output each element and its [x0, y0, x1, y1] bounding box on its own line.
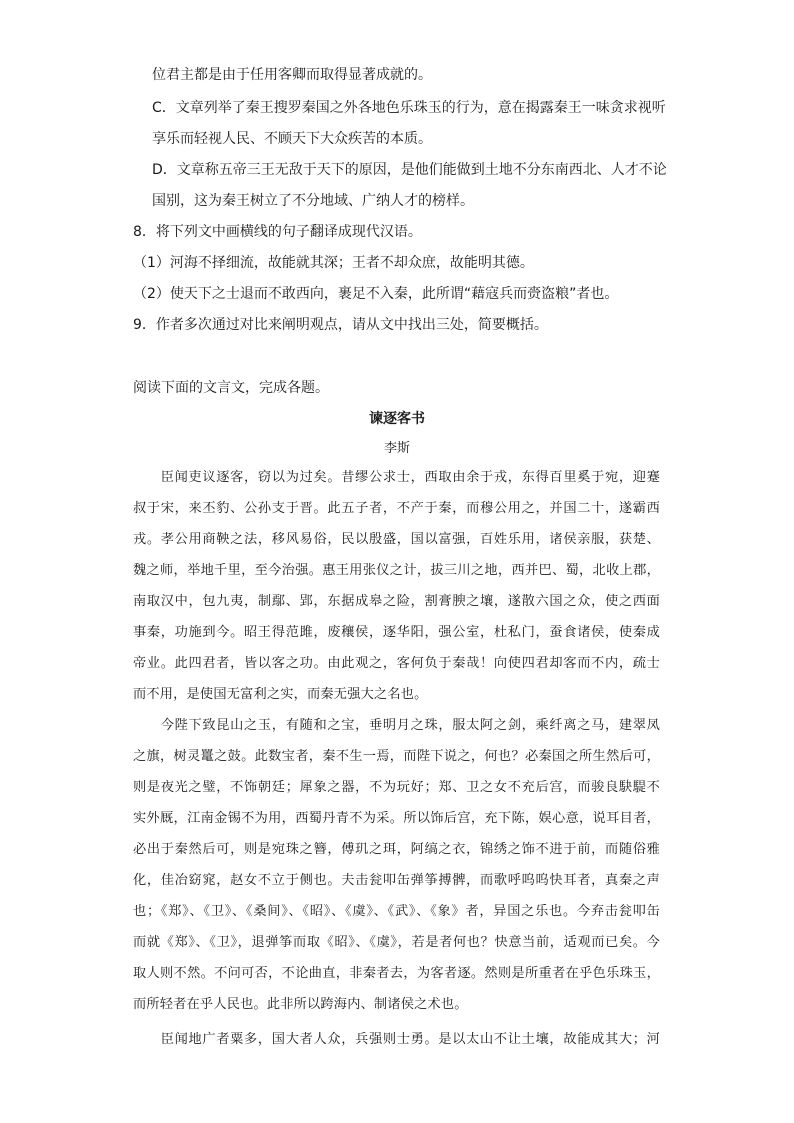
passage-line: 叔于宋，来丕豹、公孙支于晋。此五子者，不产于秦，而穆公用之，并国二十，遂霸西	[133, 501, 660, 516]
option-d-line-1: D．文章称五帝三王无敌于天下的原因，是他们能做到土地不分东南西北、人才不论	[152, 162, 667, 178]
passage-line: 也；《郑》、《卫》、《桑间》、《昭》、《虞》、《武》、《象》者，异国之乐也。今弃击瓮叩缶	[133, 904, 660, 919]
passage-line: 事秦，功施到今。昭王得范雎，废穰侯，逐华阳，强公室，杜私门，蚕食诸侯，使秦成	[133, 625, 660, 640]
question-8: 8．将下列文中画横线的句子翻译成现代汉语。	[133, 224, 422, 240]
passage-line: 帝业。此四君者，皆以客之功。由此观之，客何负于秦哉！向使四君却客而不内，疏士	[133, 656, 660, 671]
passage-line: 化，佳冶窈窕，赵女不立于侧也。夫击瓮叩缶弹筝搏髀，而歌呼呜呜快耳者，真秦之声	[133, 873, 660, 888]
passage-line: 实外厩，江南金锡不为用，西蜀丹青不为采。所以饰后宫，充下陈，娱心意，说耳目者，	[133, 811, 660, 826]
passage-line: 取人则不然。不问可否，不论曲直，非秦者去，为客者逐。然则是所重者在乎色乐珠玉，	[133, 966, 660, 981]
passage-line: 而不用，是使国无富利之实，而秦无强大之名也。	[133, 687, 428, 702]
option-c-line-1: C．文章列举了秦王搜罗秦国之外各地色乐珠玉的行为，意在揭露秦王一味贪求视听	[152, 100, 666, 116]
passage-line: 臣闻地广者粟多，国大者人众，兵强则士勇。是以太山不让土壤，故能成其大；河	[133, 1032, 660, 1047]
passage-line: 而就《郑》、《卫》，退弹筝而取《昭》、《虞》，若是者何也？快意当前，适观而已矣。今	[133, 935, 660, 950]
option-b-continuation: 位君主都是由于任用客卿而取得显著成就的。	[152, 67, 432, 83]
passage-line: 臣闻吏议逐客，窃以为过矣。昔缪公求士，西取由余于戎，东得百里奚于宛，迎蹇	[133, 470, 660, 485]
passage-line: 今陛下致昆山之玉，有随和之宝，垂明月之珠，服太阿之剑，乘纤离之马，建翠凤	[133, 718, 660, 733]
question-9: 9．作者多次通过对比来阐明观点，请从文中找出三处，简要概括。	[133, 317, 548, 333]
passage-line: 必出于秦然后可，则是宛珠之簪，傅玑之珥，阿缟之衣，锦绣之饰不进于前，而随俗雅	[133, 842, 660, 857]
question-8-sentence-2: （2）使天下之士退而不敢西向，裹足不入秦，此所谓“藉寇兵而赍盗粮”者也。	[133, 286, 619, 302]
passage-author: 李斯	[383, 441, 410, 456]
passage-line: 之旗，树灵鼍之鼓。此数宝者，秦不生一焉，而陛下说之，何也？必秦国之所生然后可，	[133, 749, 660, 764]
passage-title: 谏逐客书	[369, 411, 425, 427]
passage-line: 则是夜光之璧，不饰朝廷；犀象之器，不为玩好；郑、卫之女不充后宫，而骏良駃騠不	[133, 780, 660, 795]
passage-line: 而所轻者在乎人民也。此非所以跨海内、制诸侯之术也。	[133, 997, 468, 1012]
reading-instruction: 阅读下面的文言文，完成各题。	[133, 380, 329, 396]
question-8-sentence-1: （1）河海不择细流，故能就其深；王者不却众庶，故能明其德。	[133, 255, 534, 271]
passage-line: 南取汉中，包九夷，制鄢、郢，东据成皋之险，割膏腴之壤，遂散六国之众，使之西面	[133, 594, 660, 609]
passage-line: 戎。孝公用商鞅之法，移风易俗，民以殷盛，国以富强，百姓乐用，诸侯亲服，获楚、	[133, 532, 660, 547]
option-c-line-2: 享乐而轻视人民、不顾天下大众疾苦的本质。	[152, 131, 432, 147]
option-d-line-2: 国别，这为秦王树立了不分地域、广纳人才的榜样。	[152, 193, 474, 209]
passage-line: 魏之师，举地千里，至今治强。惠王用张仪之计，拔三川之地，西并巴、蜀，北收上郡，	[133, 563, 660, 578]
